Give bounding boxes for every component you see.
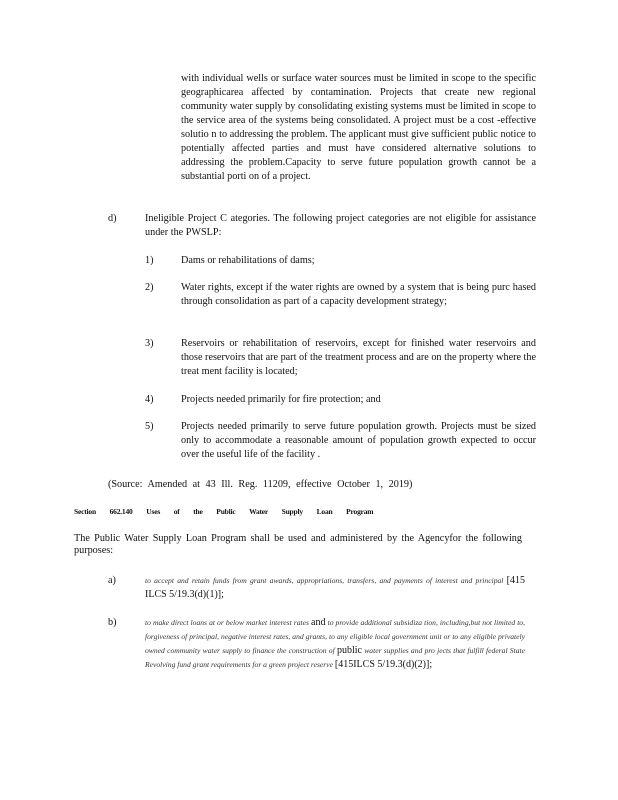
intro-paragraph: The Public Water Supply Loan Program shall be used and administered by the Agencyfor the following purposes: — [74, 533, 522, 556]
purpose-b-and: and — [311, 617, 326, 628]
continuation-paragraph: with individual wells or surface water sources must be limited in scope to the specific geographicarea affected by contamination. Projects that create new regional community water supply by consolidating existing systems must be limited in scope to the service area of the systems being consolidated. A project must be a cost -effective solutio n to addressing the problem. The applicant must give sufficient public notice to potentially affected parties and must have considered alternative solutions to addressing the problem.Capacity to serve future population growth cannot be a substantial porti on of a project. — [181, 73, 536, 182]
source-note: (Source: Amended at 43 Ill. Reg. 11209, effective October 1, 2019) — [108, 479, 413, 490]
subitem-4-text: Projects needed primarily for fire protection; and — [181, 394, 381, 405]
item-d-marker: d) — [108, 213, 117, 224]
purpose-b-marker: b) — [108, 617, 117, 628]
purpose-b-body-start: to make direct loans at or below market interest rates — [145, 618, 309, 627]
subitem-1-text: Dams or rehabilitations of dams; — [181, 255, 315, 266]
subitem-5-marker: 5) — [145, 421, 154, 432]
section-heading: Section 662.140 Uses of the Public Water Supply Loan Program — [74, 507, 374, 516]
purpose-b-text — [145, 616, 525, 672]
purpose-a-marker: a) — [108, 575, 116, 586]
purpose-a-text — [145, 574, 525, 602]
purpose-b-public: public — [336, 645, 362, 656]
purpose-a-body: to accept and retain funds from grant awards, appropriations, transfers, and payments of interest and principal — [145, 576, 504, 585]
purpose-b-body-mid: to provide additional subsidiza tion, including,but not limited to, forgiveness of principal, negative interest rates, and grants, to any eligible local government unit or to any eligible privately owned community water supply to finance the construction of — [145, 618, 526, 655]
subitem-4-marker: 4) — [145, 394, 154, 405]
subitem-2-text: Water rights, except if the water rights are owned by a system that is being purc hased through consolidation as part of a capacity development strategy; — [181, 282, 536, 307]
subitem-1-marker: 1) — [145, 255, 154, 266]
subitem-2-marker: 2) — [145, 282, 154, 293]
purpose-a-citation: [415 ILCS 5/19.3(d)(1)]; — [145, 575, 525, 600]
purpose-b-body-end: water supplies and pro jects that fulfill federal State Revolving fund grant requirements for a green project reserve — [145, 646, 525, 669]
subitem-3-text: Reservoirs or rehabilitation of reservoirs, except for finished water reservoirs and those reservoirs that are part of the treatment process and are on the property where the treat ment facility is located; — [181, 338, 537, 377]
subitem-3-marker: 3) — [145, 338, 154, 349]
item-d-text: Ineligible Project C ategories. The following project categories are not eligible for assistance under the PWSLP: — [145, 213, 536, 238]
purpose-b-citation: [415ILCS 5/19.3(d)(2)]; — [334, 659, 433, 670]
subitem-5-text: Projects needed primarily to serve future population growth. Projects must be sized only to accommodate a reasonable amount of population growth expected to occur over the useful life of the facility . — [181, 421, 536, 460]
